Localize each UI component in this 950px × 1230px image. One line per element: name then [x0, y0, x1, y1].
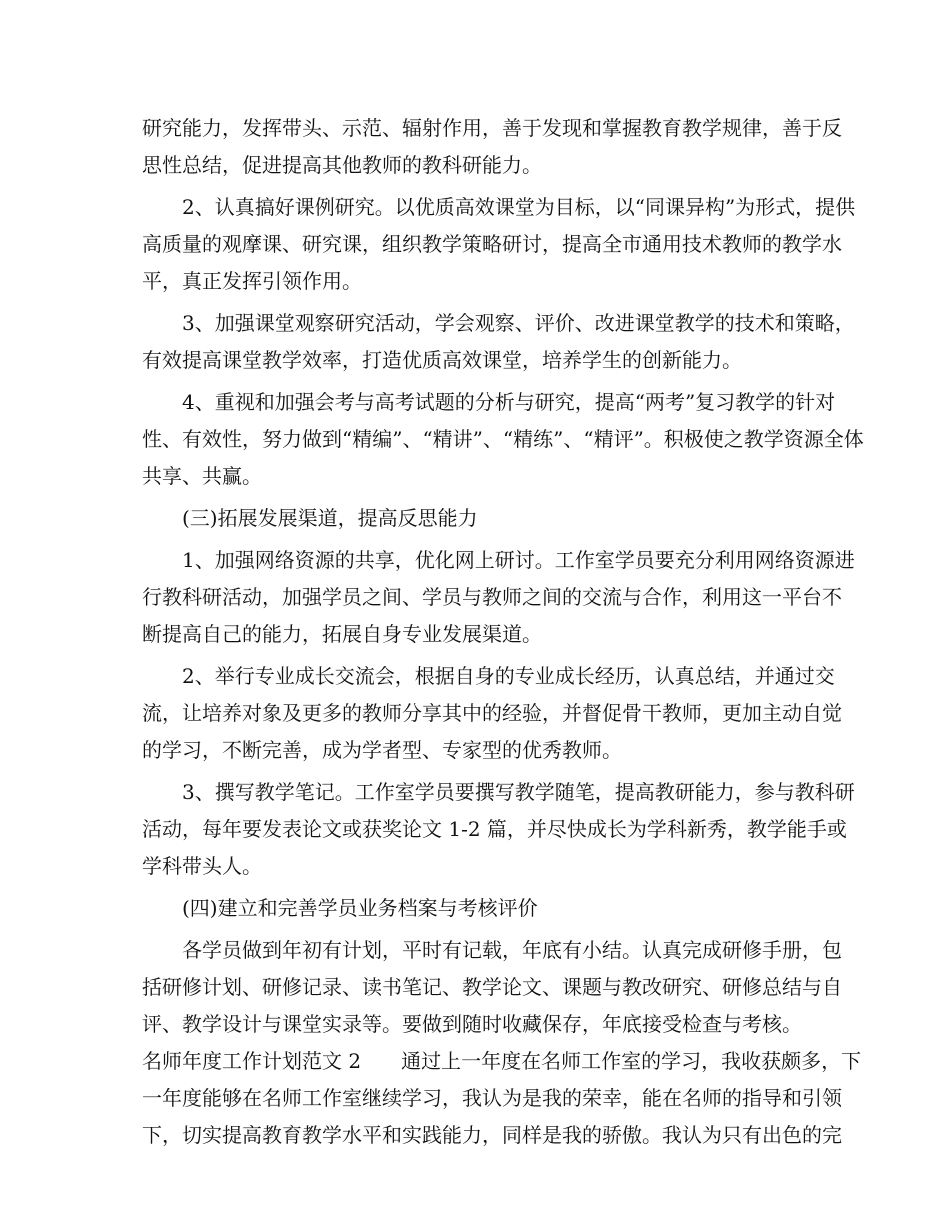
paragraph-start-line: 3、加强课堂观察研究活动，学会观察、评价、改进课堂教学的技术和策略，: [182, 311, 855, 335]
text-line: 研究能力，发挥带头、示范、辐射作用，善于发现和掌握教育教学规律，善于反: [142, 116, 842, 140]
text-line: 有效提高课堂教学效率，打造优质高效课堂，培养学生的创新能力。: [142, 348, 742, 372]
text-line: 断提高自己的能力，拓展自身专业发展渠道。: [142, 622, 542, 646]
paragraph-start-line: 3、撰写教学笔记。工作室学员要撰写教学随笔，提高教研能力，参与教科研: [182, 780, 855, 804]
text-line: 下，切实提高教育教学水平和实践能力，同样是我的骄傲。我认为只有出色的完: [142, 1123, 842, 1147]
paragraph-start-line: 各学员做到年初有计划，平时有记载，年底有小结。认真完成研修手册，包: [182, 938, 842, 962]
text-line: 括研修计划、研修记录、读书笔记、教学论文、课题与教改研究、研修总结与自: [142, 975, 842, 999]
text-line: 名师年度工作计划范文 2 通过上一年度在名师工作室的学习，我收获颇多，下: [142, 1049, 862, 1073]
paragraph-start-line: 4、重视和加强会考与高考试题的分析与研究，提高“两考”复习教学的针对: [182, 390, 836, 414]
text-line: 平，真正发挥引领作用。: [142, 269, 362, 293]
text-line: 高质量的观摩课、研究课，组织教学策略研讨，提高全市通用技术教师的教学水: [142, 232, 842, 256]
text-line: 的学习，不断完善，成为学者型、专家型的优秀教师。: [142, 738, 622, 762]
text-line: 评、教学设计与课堂实录等。要做到随时收藏保存，年底接受检查与考核。: [142, 1012, 802, 1036]
text-line: 一年度能够在名师工作室继续学习，我认为是我的荣幸，能在名师的指导和引领: [142, 1086, 842, 1110]
text-line: 共享、共赢。: [142, 464, 262, 488]
paragraph-start-line: 1、加强网络资源的共享，优化网上研讨。工作室学员要充分利用网络资源进: [182, 548, 855, 572]
text-line: 流，让培养对象及更多的教师分享其中的经验，并督促骨干教师，更加主动自觉: [142, 701, 842, 725]
text-line: 学科带头人。: [142, 854, 262, 878]
paragraph-start-line: 2、举行专业成长交流会，根据自身的专业成长经历，认真总结，并通过交: [182, 664, 835, 688]
text-line: 性、有效性，努力做到“精编”、“精讲”、“精练”、“精评”。积极使之教学资源全体: [142, 427, 864, 451]
text-line: 行教科研活动，加强学员之间、学员与教师之间的交流与合作，利用这一平台不: [142, 585, 842, 609]
text-line: 思性总结，促进提高其他教师的教科研能力。: [142, 153, 542, 177]
document-body: [142, 110, 864, 1154]
section-heading: (三)拓展发展渠道，提高反思能力: [182, 506, 478, 530]
section-heading: (四)建立和完善学员业务档案与考核评价: [182, 896, 538, 920]
text-line: 活动，每年要发表论文或获奖论文 1-2 篇，并尽快成长为学科新秀，教学能手或: [142, 817, 847, 841]
paragraph-start-line: 2、认真搞好课例研究。以优质高效课堂为目标，以“同课异构”为形式，提供: [182, 195, 856, 219]
